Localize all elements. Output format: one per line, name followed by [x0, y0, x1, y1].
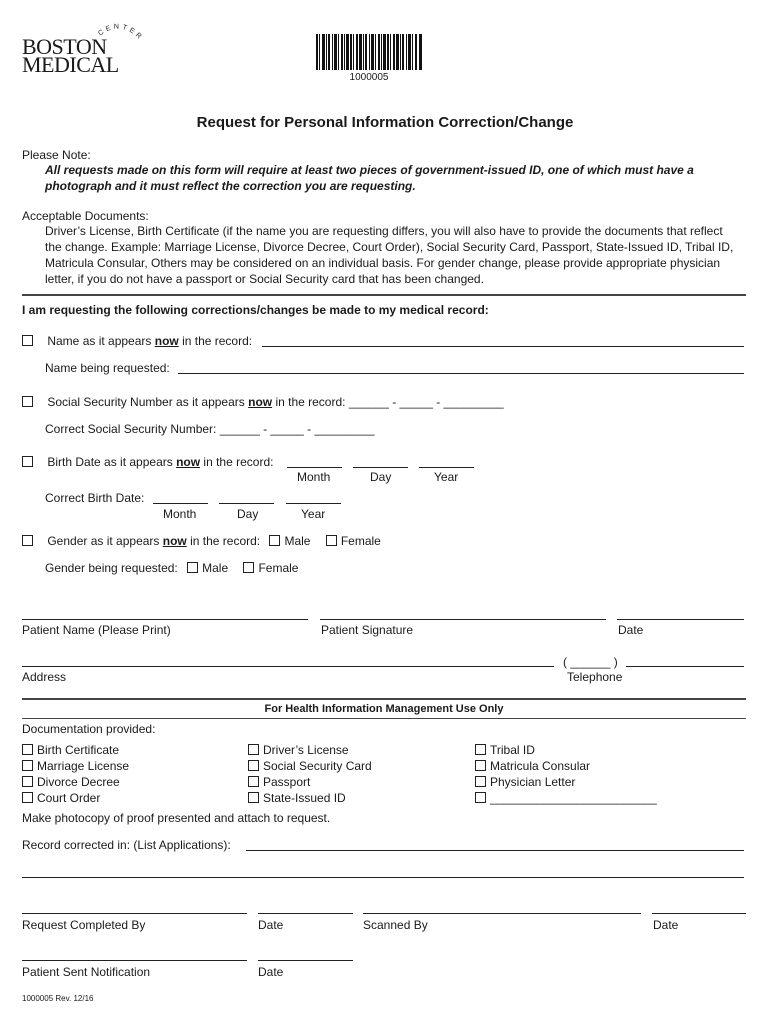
- documentation-provided-label: Documentation provided:: [22, 722, 156, 736]
- birthdate-now-day-label: Day: [370, 470, 392, 484]
- sent-notification-date-line[interactable]: [258, 960, 353, 961]
- birthdate-now-month-label: Month: [297, 470, 331, 484]
- birthdate-now-day-line[interactable]: [353, 467, 408, 468]
- record-corrected-line[interactable]: [246, 850, 744, 851]
- patient-date-label: Date: [618, 623, 644, 637]
- request-completed-line[interactable]: [22, 913, 247, 914]
- gender-now-label-tail: in the record:: [186, 534, 261, 548]
- ssn-checkbox[interactable]: [22, 396, 33, 407]
- gender-now-female-label: Female: [340, 534, 381, 548]
- doc-item: Divorce Decree: [22, 774, 129, 790]
- doc-item: Court Order: [22, 790, 129, 806]
- now-emphasis: now: [248, 395, 273, 409]
- him-heading: For Health Information Management Use Only: [22, 698, 746, 719]
- section-divider: [22, 294, 746, 296]
- form-revision-footer: 1000005 Rev. 12/16: [22, 994, 94, 1003]
- ssn-correct-label: Correct Social Security Number: ______ - _____ - _________: [45, 422, 375, 436]
- gender-req-female-label: Female: [258, 561, 299, 575]
- phone-area-code[interactable]: ( ______ ): [563, 655, 618, 669]
- birthdate-now-year-line[interactable]: [419, 467, 474, 468]
- birthdate-checkbox[interactable]: [22, 456, 33, 467]
- doc-checkbox[interactable]: [22, 776, 33, 787]
- birthdate-now-label-tail: in the record:: [200, 455, 274, 469]
- doc-checkbox[interactable]: [22, 792, 33, 803]
- now-emphasis: now: [162, 534, 187, 548]
- ssn-now-row: [22, 394, 504, 410]
- request-completed-date-line[interactable]: [258, 913, 353, 914]
- birthdate-now-year-label: Year: [434, 470, 459, 484]
- patient-name-label: Patient Name (Please Print): [22, 623, 171, 637]
- scanned-date-label: Date: [653, 918, 679, 932]
- record-corrected-line-2[interactable]: [22, 877, 744, 878]
- doc-column-2: [248, 742, 372, 806]
- doc-checkbox[interactable]: [475, 776, 486, 787]
- scanned-date-line[interactable]: [652, 913, 746, 914]
- acceptable-docs-label: Acceptable Documents:: [22, 209, 149, 223]
- photocopy-instruction: Make photocopy of proof presented and attach to request.: [22, 811, 331, 825]
- birthdate-correct-year-label: Year: [301, 507, 326, 521]
- doc-checkbox[interactable]: [475, 744, 486, 755]
- address-label: Address: [22, 670, 67, 684]
- doc-column-1: [22, 742, 129, 806]
- phone-line[interactable]: [626, 666, 744, 667]
- gender-now-female-checkbox[interactable]: [326, 535, 337, 546]
- doc-checkbox[interactable]: [248, 760, 259, 771]
- acceptable-docs-text: Driver’s License, Birth Certificate (if the name you are requesting differs, you will also have to provide the documents that reflect the change. Example: Marriage License, Divorce Decree, Court Order), Social Security Card, Passport, State-Issued ID, Tribal ID, Matricula Consular, Others may be considered on an individual basis. For gender change, please provide appropriate physician letter, if you do not have a passport or Social Security card that has been changed.: [45, 224, 734, 286]
- birthdate-correct-year-line[interactable]: [286, 503, 341, 504]
- gender-now-row: [22, 533, 381, 549]
- birthdate-correct-label: Correct Birth Date:: [45, 491, 145, 505]
- doc-checkbox[interactable]: [22, 744, 33, 755]
- gender-checkbox[interactable]: [22, 535, 33, 546]
- doc-item: Tribal ID: [475, 742, 657, 758]
- name-requested-line[interactable]: [178, 373, 744, 374]
- gender-req-female-checkbox[interactable]: [243, 562, 254, 573]
- patient-date-line[interactable]: [617, 619, 744, 620]
- gender-now-male-label: Male: [284, 534, 311, 548]
- doc-column-3: [475, 742, 657, 806]
- patient-signature-line[interactable]: [320, 619, 606, 620]
- name-checkbox[interactable]: [22, 335, 33, 346]
- name-requested-label: Name being requested:: [45, 361, 170, 375]
- now-emphasis: now: [154, 334, 179, 348]
- doc-checkbox[interactable]: [248, 744, 259, 755]
- doc-item: Matricula Consular: [475, 758, 657, 774]
- logo-center-text: CENTER: [97, 23, 145, 43]
- gender-now-label: Gender as it appears: [47, 534, 163, 548]
- birthdate-now-row: [22, 454, 273, 470]
- birthdate-correct-month-line[interactable]: [153, 503, 208, 504]
- please-note-text: All requests made on this form will require at least two pieces of government-issued ID, one of which must have a photograph and it must reflect the correction you are requesting.: [45, 163, 694, 193]
- doc-item: Driver’s License: [248, 742, 372, 758]
- patient-name-line[interactable]: [22, 619, 308, 620]
- sent-notification-line[interactable]: [22, 960, 247, 961]
- doc-item: State-Issued ID: [248, 790, 372, 806]
- sent-notification-date-label: Date: [258, 965, 284, 979]
- doc-item: Passport: [248, 774, 372, 790]
- name-now-line[interactable]: [262, 346, 744, 347]
- doc-checkbox[interactable]: [475, 792, 486, 803]
- logo-line-2: MEDICAL: [22, 52, 119, 77]
- birthdate-correct-day-line[interactable]: [219, 503, 274, 504]
- sent-notification-label: Patient Sent Notification: [22, 965, 151, 979]
- doc-checkbox[interactable]: [248, 776, 259, 787]
- doc-item: Physician Letter: [475, 774, 657, 790]
- gender-req-male-checkbox[interactable]: [187, 562, 198, 573]
- scanned-by-line[interactable]: [363, 913, 641, 914]
- name-now-label: Name as it appears: [47, 334, 155, 348]
- gender-requested-label: Gender being requested:: [45, 561, 178, 575]
- name-now-label-tail: in the record:: [178, 334, 253, 348]
- gender-requested-row: [45, 560, 298, 576]
- gender-now-male-checkbox[interactable]: [269, 535, 280, 546]
- barcode: [316, 34, 422, 70]
- barcode-number: 1000005: [349, 72, 389, 83]
- doc-checkbox[interactable]: [22, 760, 33, 771]
- doc-item: Social Security Card: [248, 758, 372, 774]
- request-completed-label: Request Completed By: [22, 918, 146, 932]
- scanned-by-label: Scanned By: [363, 918, 428, 932]
- request-completed-date-label: Date: [258, 918, 284, 932]
- now-emphasis: now: [176, 455, 201, 469]
- telephone-label: Telephone: [567, 670, 623, 684]
- ssn-now-label: Social Security Number as it appears: [47, 395, 249, 409]
- doc-item: Marriage License: [22, 758, 129, 774]
- doc-checkbox[interactable]: [475, 760, 486, 771]
- birthdate-correct-month-label: Month: [163, 507, 197, 521]
- please-note-label: Please Note:: [22, 148, 91, 162]
- address-line[interactable]: [22, 666, 554, 667]
- birthdate-now-month-line[interactable]: [287, 467, 342, 468]
- gender-req-male-label: Male: [202, 561, 229, 575]
- record-corrected-label: Record corrected in: (List Applications):: [22, 838, 231, 852]
- form-title: Request for Personal Information Correction/Change: [196, 114, 574, 131]
- birthdate-now-label: Birth Date as it appears: [47, 455, 177, 469]
- patient-signature-label: Patient Signature: [321, 623, 414, 637]
- birthdate-correct-day-label: Day: [237, 507, 259, 521]
- ssn-now-label-tail: in the record: ______ - _____ - _________: [272, 395, 504, 409]
- doc-item: _________________________: [475, 790, 657, 806]
- doc-checkbox[interactable]: [248, 792, 259, 803]
- logo-line-1: BOSTON: [22, 34, 107, 59]
- doc-item: Birth Certificate: [22, 742, 129, 758]
- requesting-heading: I am requesting the following corrections/changes be made to my medical record:: [22, 303, 489, 317]
